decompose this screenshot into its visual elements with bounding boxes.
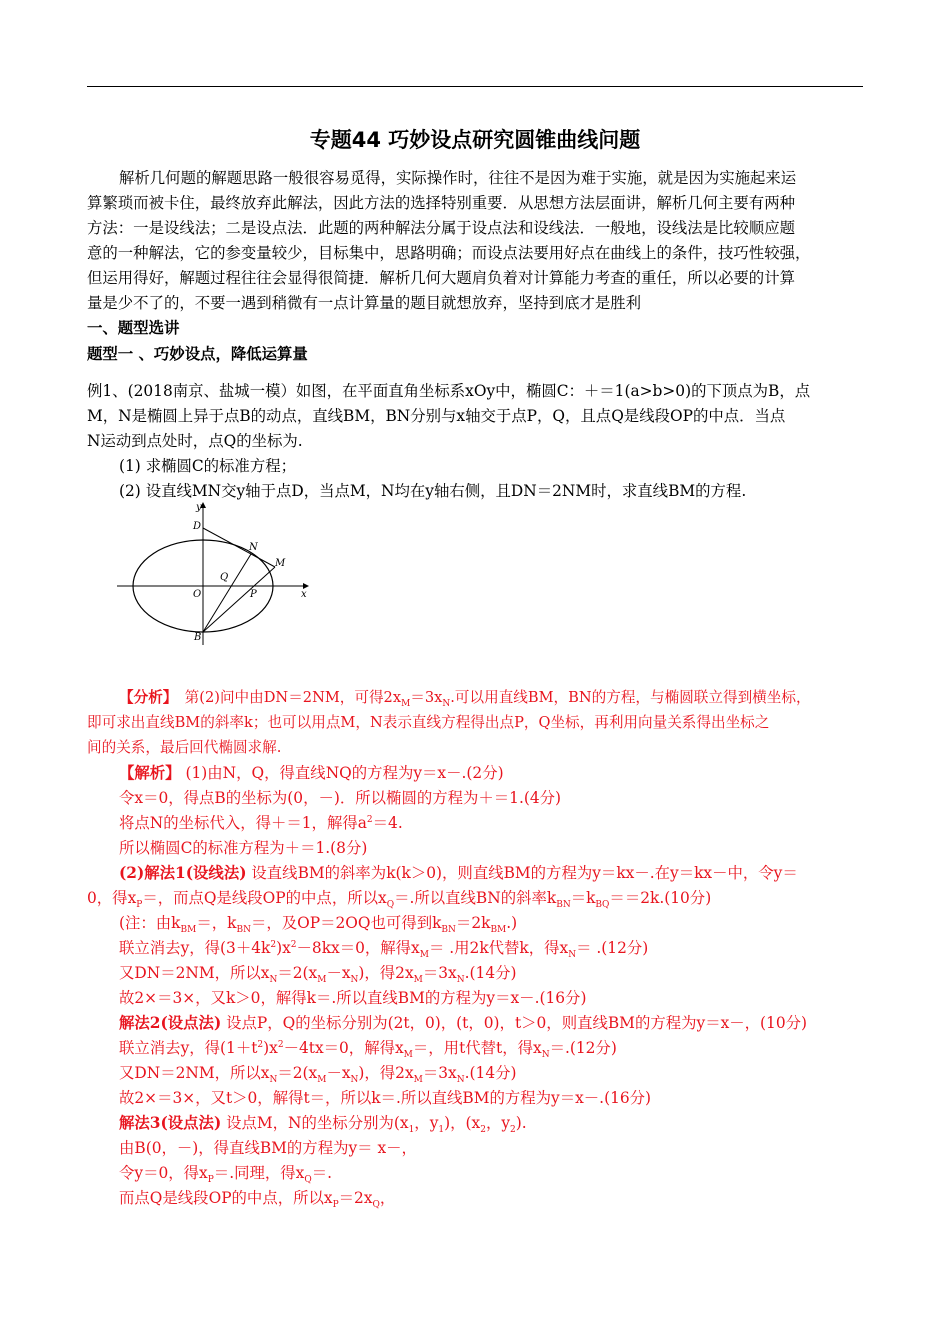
method1-line: 联立消去y，得$(3+4k^2)x^2-8kx=0$，解得$x_M=$ .用2k代替k，得$x_N= .(12$分) — [119, 939, 649, 961]
method2-line: 又DN＝2NM，所以$x_N=2(x_M-x_N)$，得$2x_M=3x_N.(14$分) — [119, 1064, 517, 1086]
intro-line: 方法：一是设线法；二是设点法．此题的两种解法分属于设点法和设线法．一般地，设线法是比较顺应题 — [87, 219, 795, 237]
method1-note: (注：由$k_{BM}=$，$k_{BN}=$，及OP＝2OQ也可得到$k_{BN}=2k_{BM}$.) — [119, 914, 518, 936]
solution-line: 将点N的坐标代入，得＋＝1，解得$a^2=4$. — [119, 814, 403, 832]
method2-line: 故2×＝3×，又t＞0，解得t＝，所以k＝.所以直线BM的方程为y＝x－.(16分) — [119, 1089, 652, 1107]
label-m: M — [275, 558, 286, 569]
solution-tag: 【解析】 — [119, 764, 181, 782]
question-2: (2) 设直线MN交y轴于点D，当点M，N均在y轴右侧，且DN＝2NM时，求直线BM的方程. — [119, 482, 747, 500]
label-q: Q — [220, 572, 229, 583]
label-b: B — [194, 632, 202, 643]
method3-line: 而点Q是线段OP的中点，所以$x_P=2x_Q$， — [119, 1189, 396, 1211]
analysis-line: 【分析】 第(2)问中由DN＝2NM，可得$2x_M=3x_N$.可以用直线BM，BN的方程，与椭圆联立得到横坐标， — [119, 689, 811, 709]
solution-line: 所以椭圆C的标准方程为＋＝1.(8分) — [119, 839, 368, 857]
method2-line: 联立消去y，得$(1+t^2)x^2-4tx=0$，解得$x_M=$，用t代替t，得$x_N=.(12$分) — [119, 1039, 617, 1061]
method1-line: 又DN＝2NM，所以$x_N=2(x_M-x_N)$，得$2x_M=3x_N.(14$分) — [119, 964, 517, 986]
label-p: P — [250, 589, 257, 600]
analysis-tag: 【分析】 — [119, 689, 171, 706]
method1-line: 0，得$x_P=$，而点Q是线段OP的中点，所以$x_Q=$.所以直线BN的斜率$k_{BN}=k_{BQ}==2k.(10$分) — [87, 889, 712, 911]
example-text: M，N是椭圆上异于点B的动点，直线BM，BN分别与x轴交于点P，Q，且点Q是线段OP的中点．当点 — [87, 407, 786, 425]
solution-line: 令x＝0，得点B的坐标为(0，－)．所以椭圆的方程为＋＝1.(4分) — [119, 789, 562, 807]
method3-line: 解法3(设点法) 设点M，N的坐标分别为($x_1$，$y_1$)，($x_2$，$y_2$). — [119, 1114, 527, 1136]
intro-line: 算繁琐而被卡住，最终放弃此解法，因此方法的选择特别重要．从思想方法层面讲，解析几何主要有两种 — [87, 194, 795, 212]
type-heading: 题型一 、巧妙设点，降低运算量 — [87, 345, 308, 363]
intro-line: 解析几何题的解题思路一般很容易觅得，实际操作时，往往不是因为难于实施，就是因为实施起来运 — [119, 169, 797, 187]
method1-label: (2)解法1(设线法) — [119, 864, 247, 882]
analysis-line: 即可求出直线BM的斜率k；也可以用点M，N表示直线方程得出点P，Q坐标，再利用向量关系得出坐标之 — [87, 714, 770, 731]
ellipse-figure — [117, 500, 313, 645]
intro-line: 意的一种解法，它的参变量较少，目标集中，思路明确；而设点法要用好点在曲线上的条件，技巧性较强， — [87, 244, 811, 262]
method1-line: 故2×＝3×，又k＞0，解得k＝.所以直线BM的方程为y＝x－.(16分) — [119, 989, 587, 1007]
analysis-line: 间的关系，最后回代椭圆求解. — [87, 739, 282, 756]
label-y: y — [196, 502, 202, 513]
intro-line: 但运用得好，解题过程往往会显得很简捷．解析几何大题肩负着对计算能力考查的重任，所以必要的计算 — [87, 269, 795, 287]
intro-line: 量是少不了的，不要一遇到稍微有一点计算量的题目就想放弃，坚持到底才是胜利 — [87, 294, 642, 312]
method1-line: (2)解法1(设线法) 设直线BM的斜率为k(k＞0)，则直线BM的方程为y＝kx－.在y＝kx－中，令y＝ — [119, 864, 798, 882]
label-d: D — [193, 521, 202, 532]
method3-line: 令y＝0，得$x_P=$.同理，得$x_Q=$. — [119, 1164, 333, 1186]
page-title: 专题44 巧妙设点研究圆锥曲线问题 — [309, 128, 641, 152]
line-bm — [203, 567, 275, 632]
line-bn — [203, 554, 251, 632]
label-n: N — [249, 542, 258, 553]
method2-label: 解法2(设点法) — [119, 1014, 222, 1032]
label-x: x — [301, 589, 307, 600]
method3-line: 由B(0，－)，得直线BM的方程为y＝ x－， — [119, 1139, 417, 1157]
header-rule — [87, 86, 863, 87]
label-o: O — [193, 589, 202, 600]
question-1: (1) 求椭圆C的标准方程； — [119, 457, 296, 475]
section-heading: 一、题型选讲 — [87, 319, 180, 337]
solution-line: 【解析】 (1)由N，Q，得直线NQ的方程为y＝x－.(2分) — [119, 764, 504, 782]
example-text: N运动到点处时，点Q的坐标为. — [87, 432, 303, 450]
example-text: 例1、(2018南京、盐城一模）如图，在平面直角坐标系xOy中，椭圆C：＋＝1(a>b>0)的下顶点为B，点 — [87, 382, 811, 400]
method3-label: 解法3(设点法) — [119, 1114, 222, 1132]
line-dm — [203, 528, 275, 567]
method2-line: 解法2(设点法) 设点P，Q的坐标分别为(2t，0)，(t，0)，t＞0，则直线BM的方程为y＝x－，(10分) — [119, 1014, 808, 1032]
